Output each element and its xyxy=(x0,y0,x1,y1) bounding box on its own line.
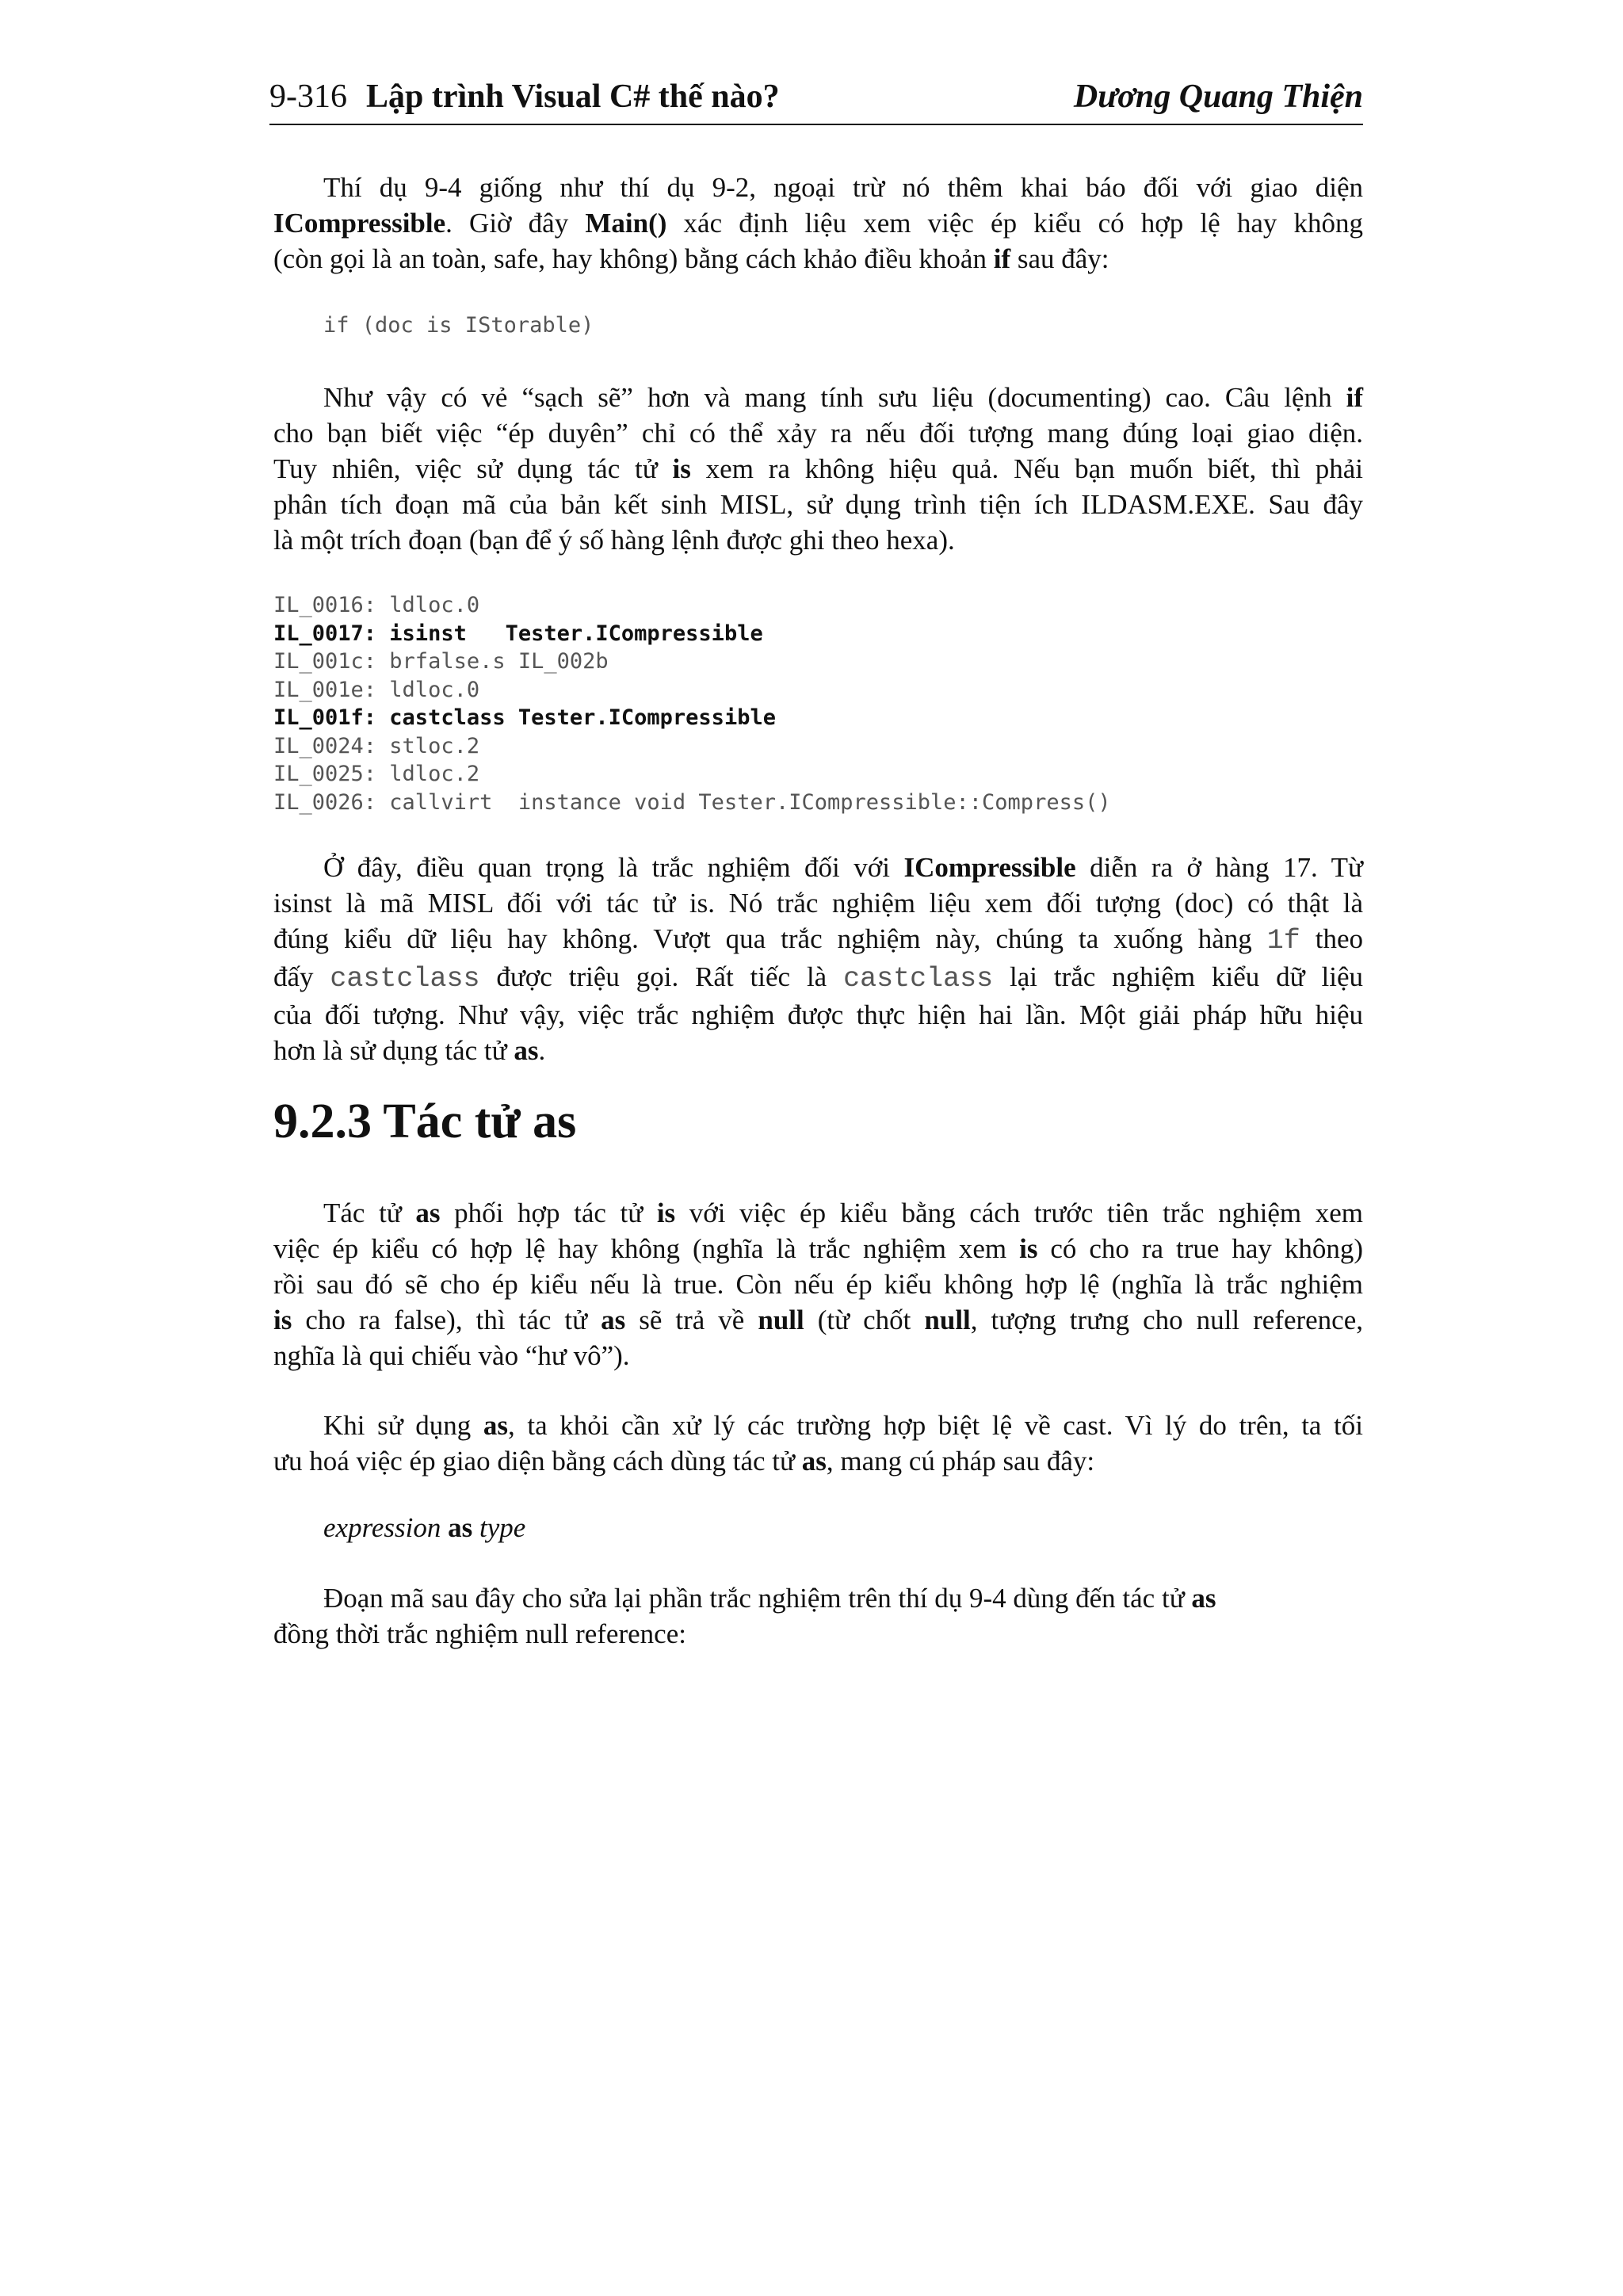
text-line: Thí dụ 9-4 giống như thí dụ 9-2, ngoại trừ nó thêm khai báo đối với giao diện xyxy=(323,172,1363,203)
text-line: ICompressible. Giờ đây Main() xác định liệu xem việc ép kiểu có hợp lệ hay không xyxy=(273,208,1363,239)
text-line: đúng kiểu dữ liệu hay không. Vượt qua trắc nghiệm này, chúng ta xuống hàng 1f theo xyxy=(273,923,1363,957)
text-line: Tuy nhiên, việc sử dụng tác tử is xem ra không hiệu quả. Nếu bạn muốn biết, thì phải xyxy=(273,453,1363,484)
il-line: IL_0026: callvirt instance void Tester.ICompressible::Compress() xyxy=(273,789,1111,815)
paragraph-intro xyxy=(273,170,1363,277)
header-rule xyxy=(269,124,1363,125)
text-line: is cho ra false), thì tác tử as sẽ trả về null (từ chốt null, tượng trưng cho null reference, xyxy=(273,1305,1364,1335)
text-line: đồng thời trắc nghiệm null reference: xyxy=(273,1618,686,1649)
text-line: cho bạn biết việc “ép duyên” chỉ có thể xảy ra nếu đối tượng mang đúng loại giao diện. xyxy=(273,418,1363,449)
author-name: Dương Quang Thiện xyxy=(1073,78,1363,115)
paragraph-closing xyxy=(273,1580,1363,1652)
il-line: IL_0025: ldloc.2 xyxy=(273,762,480,786)
text-line: đấy castclass được triệu gọi. Rất tiếc là castclass lại trắc nghiệm kiểu dữ liệu xyxy=(273,961,1363,995)
text-line: (còn gọi là an toàn, safe, hay không) bằng cách khảo điều khoản if sau đây: xyxy=(273,243,1109,274)
text-line: việc ép kiểu có hợp lệ hay không (nghĩa là trắc nghiệm xem is có cho ra true hay không) xyxy=(273,1233,1363,1264)
text-line: Khi sử dụng as, ta khỏi cần xử lý các trường hợp biệt lệ về cast. Vì lý do trên, ta tối xyxy=(323,1410,1364,1441)
text-line: isinst là mã MISL đối với tác tử is. Nó trắc nghiệm liệu xem đối tượng (doc) có thật là xyxy=(273,888,1363,919)
text-line: rồi sau đó sẽ cho ép kiểu nếu là true. Còn nếu ép kiểu không hợp lệ (nghĩa là trắc nghiệm xyxy=(273,1269,1363,1300)
il-line: IL_0016: ldloc.0 xyxy=(273,593,480,617)
il-code-block xyxy=(273,591,1111,816)
text-line: Ở đây, điều quan trọng là trắc nghiệm đối với ICompressible diễn ra ở hàng 17. Từ xyxy=(323,852,1363,883)
text-line: nghĩa là qui chiếu vào “hư vô”). xyxy=(273,1340,630,1371)
page-number: 9-316 xyxy=(269,78,347,115)
code-snippet-if: if (doc is IStorable) xyxy=(323,313,594,338)
il-line: IL_0017: isinst Tester.ICompressible xyxy=(273,621,763,646)
book-title: Lập trình Visual C# thế nào? xyxy=(366,78,780,115)
paragraph-analysis xyxy=(273,850,1363,1068)
page-header xyxy=(269,78,1363,124)
text-line: của đối tượng. Như vậy, việc trắc nghiệm được thực hiện hai lần. Một giải pháp hữu hiệu xyxy=(273,999,1363,1030)
text-line: Đoạn mã sau đây cho sửa lại phần trắc nghiệm trên thí dụ 9-4 dùng đến tác tử as xyxy=(323,1583,1216,1614)
text-line: hơn là sử dụng tác tử as. xyxy=(273,1035,546,1066)
paragraph-as-operator xyxy=(273,1195,1363,1373)
il-line: IL_001c: brfalse.s IL_002b xyxy=(273,649,609,674)
paragraph-explanation xyxy=(273,380,1363,558)
text-line: Tác tử as phối hợp tác tử is với việc ép kiểu bằng cách trước tiên trắc nghiệm xem xyxy=(323,1198,1363,1228)
text-line: là một trích đoạn (bạn để ý số hàng lệnh được ghi theo hexa). xyxy=(273,525,955,556)
syntax-line: expression as type xyxy=(323,1512,526,1543)
text-line: Như vậy có vẻ “sạch sẽ” hơn và mang tính sưu liệu (documenting) cao. Câu lệnh if xyxy=(323,382,1363,413)
il-line: IL_001f: castclass Tester.ICompressible xyxy=(273,705,776,730)
section-heading: 9.2.3 Tác tử as xyxy=(273,1095,577,1148)
text-line: phân tích đoạn mã của bản kết sinh MISL, sử dụng trình tiện ích ILDASM.EXE. Sau đây xyxy=(273,489,1363,520)
il-line: IL_0024: stloc.2 xyxy=(273,733,480,758)
paragraph-usage xyxy=(273,1408,1363,1479)
il-line: IL_001e: ldloc.0 xyxy=(273,677,480,702)
text-line: ưu hoá việc ép giao diện bằng cách dùng tác tử as, mang cú pháp sau đây: xyxy=(273,1446,1095,1477)
